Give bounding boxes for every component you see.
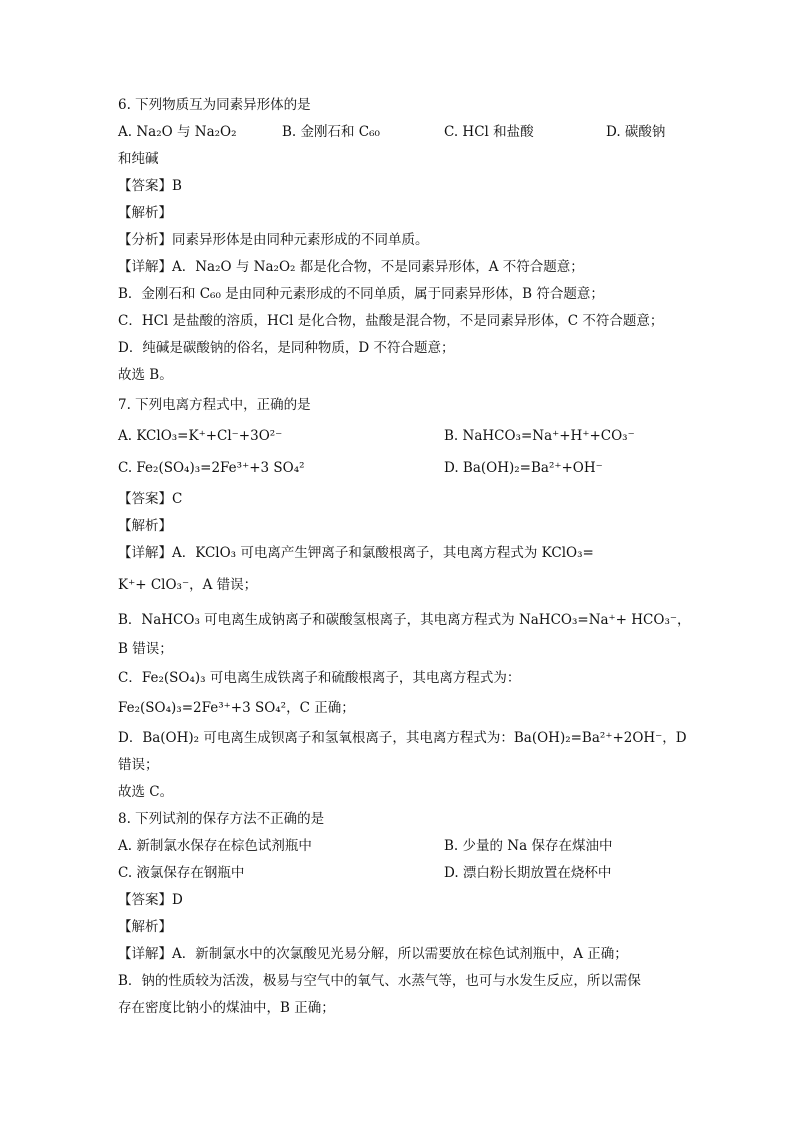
q7-option-d: D. Ba(OH)₂=Ba²⁺+OH⁻ <box>444 460 603 476</box>
q7-detail-b-1: B．NaHCO₃ 可电离生成钠离子和碳酸氢根离子，其电离方程式为 NaHCO₃=Na⁺+ HCO₃⁻， <box>118 612 691 628</box>
q8-detail-a: 【详解】A．新制氯水中的次氯酸见光易分解，所以需要放在棕色试剂瓶中，A 正确； <box>118 946 628 962</box>
q7-conclusion: 故选 C。 <box>118 784 174 800</box>
q8-answer: 【答案】D <box>118 892 183 908</box>
q6-option-a: A. Na₂O 与 Na₂O₂ <box>118 124 237 140</box>
q6-detail-d: D．纯碱是碳酸钠的俗名，是同种物质，D 不符合题意； <box>118 340 455 356</box>
q6-fenxi: 【分析】同素异形体是由同种元素形成的不同单质。 <box>118 232 429 248</box>
q6-detail-b: B．金刚石和 C₆₀ 是由同种元素形成的不同单质，属于同素异形体，B 符合题意； <box>118 286 604 302</box>
q8-option-a: A. 新制氯水保存在棕色试剂瓶中 <box>118 838 312 854</box>
q7-detail-b-2: B 错误； <box>118 641 173 657</box>
q6-detail-a: 【详解】A．Na₂O 与 Na₂O₂ 都是化合物，不是同素异形体，A 不符合题意； <box>118 259 584 275</box>
q7-detail-a-2: K⁺+ ClO₃⁻，A 错误； <box>118 577 258 593</box>
q8-detail-b-1: B．钠的性质较为活泼，极易与空气中的氧气、水蒸气等，也可与水发生反应，所以需保 <box>118 973 641 989</box>
q7-detail-c-2: Fe₂(SO₄)₃=2Fe³⁺+3 SO₄²，C 正确； <box>118 700 355 716</box>
q6-option-b: B. 金刚石和 C₆₀ <box>282 124 380 140</box>
q6-analysis-tag: 【解析】 <box>118 205 172 221</box>
q7-stem: 7. 下列电离方程式中，正确的是 <box>118 397 311 413</box>
q6-stem: 6. 下列物质互为同素异形体的是 <box>118 97 311 113</box>
q7-option-c: C. Fe₂(SO₄)₃=2Fe³⁺+3 SO₄² <box>118 460 305 476</box>
q6-option-d: D. 碳酸钠 <box>606 124 666 140</box>
q8-option-b: B. 少量的 Na 保存在煤油中 <box>444 838 613 854</box>
q8-option-c: C. 液氯保存在钢瓶中 <box>118 865 245 881</box>
q6-detail-c: C．HCl 是盐酸的溶质，HCl 是化合物，盐酸是混合物，不是同素异形体，C 不符合题意； <box>118 313 664 329</box>
q6-option-d-continued: 和纯碱 <box>118 151 159 167</box>
q7-detail-d-2: 错误； <box>118 757 159 773</box>
q7-detail-d-1: D．Ba(OH)₂ 可电离生成钡离子和氢氧根离子，其电离方程式为：Ba(OH)₂=Ba²⁺+2OH⁻，D <box>118 730 687 746</box>
q7-detail-c-1: C．Fe₂(SO₄)₃ 可电离生成铁离子和硫酸根离子，其电离方程式为： <box>118 670 521 686</box>
q8-detail-b-2: 存在密度比钠小的煤油中，B 正确； <box>118 1000 335 1016</box>
q8-analysis-tag: 【解析】 <box>118 919 172 935</box>
q6-option-c: C. HCl 和盐酸 <box>444 124 534 140</box>
q7-answer: 【答案】C <box>118 491 183 507</box>
q8-option-d: D. 漂白粉长期放置在烧杯中 <box>444 865 612 881</box>
q7-analysis-tag: 【解析】 <box>118 518 172 534</box>
q6-answer: 【答案】B <box>118 178 182 194</box>
q8-stem: 8. 下列试剂的保存方法不正确的是 <box>118 811 325 827</box>
q7-option-a: A. KClO₃=K⁺+Cl⁻+3O²⁻ <box>118 428 283 444</box>
q7-option-b: B. NaHCO₃=Na⁺+H⁺+CO₃⁻ <box>444 428 635 444</box>
q7-detail-a-1: 【详解】A．KClO₃ 可电离产生钾离子和氯酸根离子，其电离方程式为 KClO₃= <box>118 545 594 561</box>
q6-conclusion: 故选 B。 <box>118 367 173 383</box>
